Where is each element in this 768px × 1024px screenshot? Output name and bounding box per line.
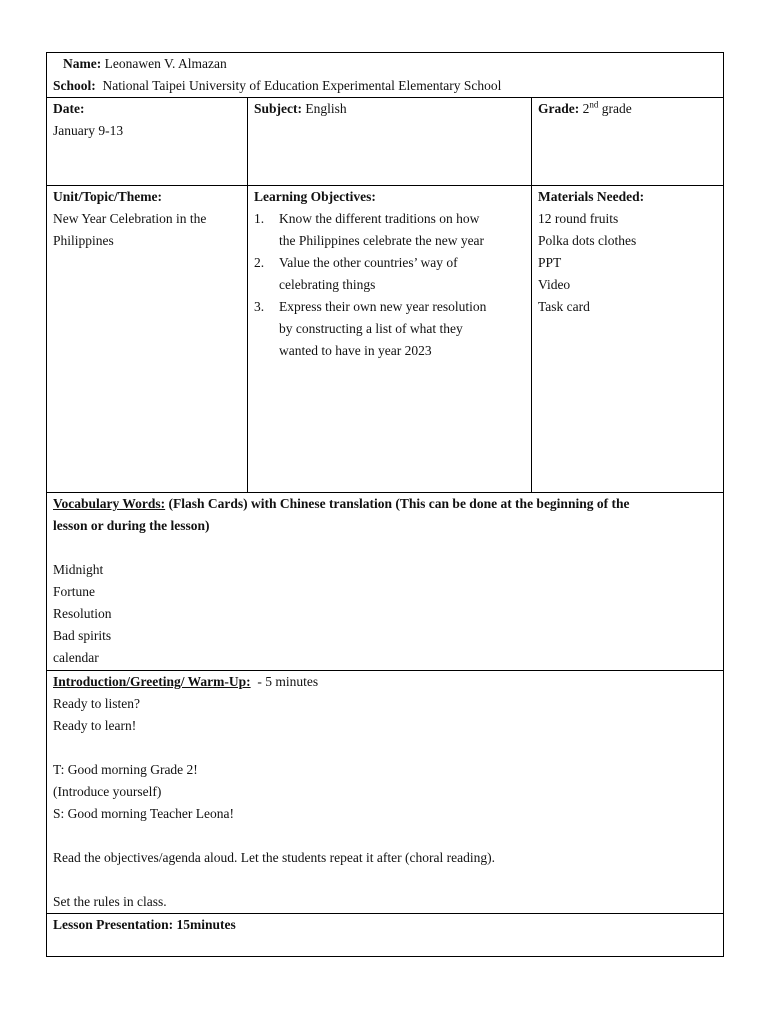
school-value: National Taipei University of Education Experimental Elementary School: [102, 78, 502, 93]
name-value: Leonawen V. Almazan: [104, 56, 227, 71]
name-label: Name:: [63, 56, 102, 71]
header-cell: [47, 53, 724, 98]
grade-suffix: nd: [589, 99, 599, 110]
intro-blank-line: [53, 737, 717, 759]
objective-line: Know the different traditions on how: [279, 211, 480, 226]
date-cell: [47, 98, 248, 186]
grade-number: 2: [582, 101, 590, 116]
objective-item: [254, 296, 525, 362]
material-item: 12 round fruits: [538, 211, 619, 226]
intro-line: Ready to listen?: [53, 696, 140, 711]
objective-line: Express their own new year resolution: [279, 299, 487, 314]
presentation-cell: [47, 914, 724, 957]
material-item: PPT: [538, 255, 562, 270]
intro-duration: - 5 minutes: [250, 674, 319, 689]
vocabulary-word: Resolution: [53, 606, 112, 621]
subject-label: Subject:: [254, 101, 302, 116]
grade-word: grade: [601, 101, 632, 116]
intro-line: Read the objectives/agenda aloud. Let the students repeat it after (choral reading).: [53, 850, 495, 865]
intro-line: S: Good morning Teacher Leona!: [53, 806, 235, 821]
vocabulary-row: [47, 493, 724, 671]
objective-line: wanted to have in year 2023: [279, 343, 432, 358]
school-label: School:: [53, 78, 96, 93]
presentation-row: [47, 914, 724, 957]
objectives-row: [47, 186, 724, 493]
objectives-list: [254, 208, 525, 362]
material-item: Video: [538, 277, 571, 292]
vocabulary-word: Bad spirits: [53, 628, 112, 643]
objective-item: [254, 208, 525, 252]
vocabulary-cell: [47, 493, 724, 671]
grade-cell: [532, 98, 724, 186]
unit-cell: [47, 186, 248, 493]
intro-line: (Introduce yourself): [53, 784, 162, 799]
lesson-plan-table: [46, 52, 724, 957]
material-item: Task card: [538, 299, 590, 314]
objective-line: Value the other countries’ way of: [279, 255, 458, 270]
school-line: [53, 75, 717, 97]
material-item: Polka dots clothes: [538, 233, 637, 248]
date-label: Date:: [53, 101, 85, 116]
materials-cell: [532, 186, 724, 493]
objective-line: celebrating things: [279, 277, 376, 292]
intro-blank-line: [53, 825, 717, 847]
subject-value: English: [305, 101, 347, 116]
vocabulary-note-line: lesson or during the lesson): [53, 518, 210, 533]
unit-line: New Year Celebration in the: [53, 211, 207, 226]
intro-line: Set the rules in class.: [53, 894, 167, 909]
name-line: [53, 53, 717, 75]
unit-line: Philippines: [53, 233, 114, 248]
intro-cell: [47, 671, 724, 914]
objective-number: 1.: [254, 211, 265, 226]
objective-number: 3.: [254, 299, 265, 314]
date-value: January 9-13: [53, 123, 124, 138]
intro-line: Ready to learn!: [53, 718, 137, 733]
subject-cell: [248, 98, 532, 186]
objectives-label: Learning Objectives:: [254, 189, 376, 204]
presentation-label: Lesson Presentation: 15minutes: [53, 917, 236, 932]
intro-row: [47, 671, 724, 914]
vocabulary-note-line: (Flash Cards) with Chinese translation (This can be done at the beginning of the: [165, 496, 630, 511]
objective-line: by constructing a list of what they: [279, 321, 463, 336]
vocabulary-word: calendar: [53, 650, 99, 665]
vocabulary-label: Vocabulary Words:: [53, 496, 166, 511]
vocabulary-word: Midnight: [53, 562, 104, 577]
objective-item: [254, 252, 525, 296]
intro-line: T: Good morning Grade 2!: [53, 762, 198, 777]
objective-number: 2.: [254, 255, 265, 270]
intro-label: Introduction/Greeting/ Warm-Up:: [53, 674, 251, 689]
grade-label: Grade:: [538, 101, 580, 116]
intro-blank-line: [53, 869, 717, 891]
objectives-cell: [248, 186, 532, 493]
materials-label: Materials Needed:: [538, 189, 645, 204]
vocabulary-word: Fortune: [53, 584, 95, 599]
header-row: [47, 53, 724, 98]
info-row: [47, 98, 724, 186]
objective-line: the Philippines celebrate the new year: [279, 233, 485, 248]
unit-label: Unit/Topic/Theme:: [53, 189, 163, 204]
